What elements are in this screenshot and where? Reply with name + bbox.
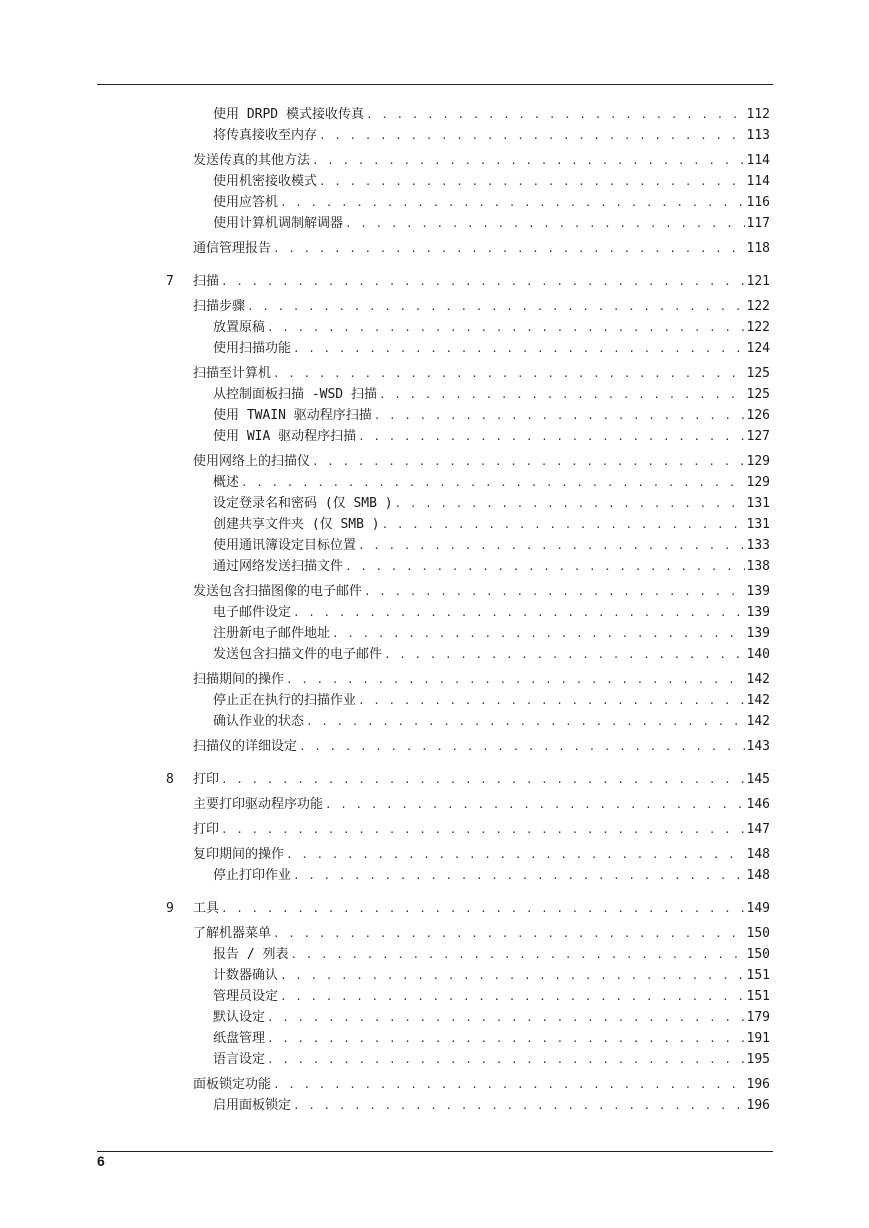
dot-leader	[267, 1008, 745, 1028]
toc-entry[interactable]	[193, 582, 770, 602]
toc-entry[interactable]	[213, 427, 770, 447]
dot-leader	[280, 966, 745, 986]
toc-entry[interactable]	[213, 624, 770, 644]
toc-entry-page: 196	[746, 1098, 770, 1113]
toc-entry[interactable]	[213, 1096, 770, 1116]
toc-entry[interactable]	[213, 126, 770, 146]
toc-entry-title: 通过网络发送扫描文件	[213, 559, 344, 574]
toc-entry-title: 了解机器菜单	[193, 926, 272, 941]
dot-leader	[273, 364, 745, 384]
toc-entry[interactable]	[193, 845, 770, 865]
toc-entry-title: 管理员设定	[213, 989, 279, 1004]
footer-rule	[97, 1151, 773, 1152]
toc-entry-page: 121	[746, 274, 770, 289]
toc-entry[interactable]	[213, 1008, 770, 1028]
toc-entry-page: 151	[746, 968, 770, 983]
toc-entry[interactable]	[193, 924, 770, 944]
dot-leader	[247, 297, 745, 317]
dot-leader	[306, 712, 745, 732]
toc-entry-title: 语言设定	[213, 1052, 266, 1067]
toc-entry-page: 114	[746, 174, 770, 189]
dot-leader	[345, 557, 745, 577]
toc-entry[interactable]	[213, 1050, 770, 1070]
toc-entry-title: 概述	[213, 475, 240, 490]
toc-entry-title: 发送包含扫描文件的电子邮件	[213, 647, 383, 662]
dot-leader	[293, 339, 745, 359]
toc-entry-title: 计数器确认	[213, 968, 279, 983]
toc-entry-page: 140	[746, 647, 770, 662]
toc-entry-page: 148	[746, 847, 770, 862]
dot-leader	[267, 318, 745, 338]
toc-entry-page: 149	[746, 901, 770, 916]
dot-leader	[319, 126, 745, 146]
dot-leader	[267, 1050, 745, 1070]
toc-entry-title: 扫描	[193, 274, 220, 289]
toc-entry-page: 196	[746, 1077, 770, 1092]
toc-entry-page: 116	[746, 195, 770, 210]
toc-entry-page: 112	[746, 107, 770, 122]
toc-entry-title: 启用面板锁定	[213, 1098, 292, 1113]
dot-leader	[286, 670, 745, 690]
toc-entry-title: 打印	[193, 772, 220, 787]
toc-entry[interactable]	[213, 172, 770, 192]
dot-leader	[395, 494, 745, 514]
toc-entry-title: 使用网络上的扫描仪	[193, 454, 311, 469]
dot-leader	[312, 151, 745, 171]
dot-leader	[293, 1096, 745, 1116]
toc-entry-page: 117	[746, 216, 770, 231]
toc-entry-title: 使用计算机调制解调器	[213, 216, 344, 231]
toc-entry-page: 118	[746, 241, 770, 256]
toc-entry[interactable]	[213, 536, 770, 556]
toc-entry-page: 139	[746, 626, 770, 641]
toc-entry-page: 127	[746, 429, 770, 444]
dot-leader	[221, 770, 745, 790]
toc-entry-title: 放置原稿	[213, 320, 266, 335]
dot-leader	[319, 172, 745, 192]
toc-entry-page: 139	[746, 584, 770, 599]
dot-leader	[221, 820, 745, 840]
toc-entry-title: 使用机密接收模式	[213, 174, 318, 189]
dot-leader	[332, 624, 745, 644]
toc-entry-title: 确认作业的状态	[213, 714, 305, 729]
toc-entry-page: 114	[746, 153, 770, 168]
toc-entry-title: 扫描步骤	[193, 299, 246, 314]
toc-entry-title: 报告 / 列表	[213, 947, 289, 962]
toc-entry-page: 124	[746, 341, 770, 356]
chapter-number: 8	[166, 772, 174, 787]
dot-leader	[293, 603, 745, 623]
toc-entry-title: 复印期间的操作	[193, 847, 285, 862]
toc-entry-title: 发送包含扫描图像的电子邮件	[193, 584, 363, 599]
toc-entry-title: 使用 WIA 驱动程序扫描	[213, 429, 357, 444]
dot-leader	[241, 473, 745, 493]
toc-chapter-entry[interactable]	[193, 899, 770, 919]
dot-leader	[384, 645, 745, 665]
dot-leader	[358, 536, 745, 556]
toc-entry[interactable]	[213, 691, 770, 711]
toc-entry[interactable]	[193, 737, 770, 757]
toc-entry-title: 使用应答机	[213, 195, 279, 210]
toc-entry-page: 143	[746, 739, 770, 754]
toc-entry[interactable]	[193, 820, 770, 840]
toc-entry[interactable]	[193, 364, 770, 384]
toc-entry-title: 停止打印作业	[213, 868, 292, 883]
toc-entry-page: 129	[746, 454, 770, 469]
toc-entry[interactable]	[213, 406, 770, 426]
dot-leader	[325, 795, 745, 815]
toc-entry-page: 151	[746, 989, 770, 1004]
dot-leader	[267, 1029, 745, 1049]
toc-chapter-entry[interactable]	[193, 770, 770, 790]
toc-entry-page: 113	[746, 128, 770, 143]
toc-entry-page: 138	[746, 559, 770, 574]
toc-entry[interactable]	[213, 494, 770, 514]
dot-leader	[273, 239, 745, 259]
toc-entry-title: 将传真接收至内存	[213, 128, 318, 143]
toc-entry-title: 设定登录名和密码 (仅 SMB )	[213, 496, 393, 511]
toc-entry-page: 146	[746, 797, 770, 812]
chapter-number: 9	[166, 901, 174, 916]
dot-leader	[221, 899, 745, 919]
toc-entry-page: 142	[746, 693, 770, 708]
toc-entry[interactable]	[213, 866, 770, 886]
toc-entry-page: 142	[746, 672, 770, 687]
toc-entry[interactable]	[213, 987, 770, 1007]
toc-entry[interactable]	[193, 239, 770, 259]
toc-entry-title: 通信管理报告	[193, 241, 272, 256]
toc-entry[interactable]	[213, 603, 770, 623]
toc-entry[interactable]	[193, 151, 770, 171]
toc-entry-title: 默认设定	[213, 1010, 266, 1025]
toc-entry[interactable]	[213, 966, 770, 986]
toc-entry-page: 131	[746, 517, 770, 532]
toc-entry-title: 使用 TWAIN 驱动程序扫描	[213, 408, 372, 423]
toc-entry-title: 工具	[193, 901, 220, 916]
dot-leader	[221, 272, 745, 292]
toc-entry-title: 主要打印驱动程序功能	[193, 797, 324, 812]
toc-entry-page: 148	[746, 868, 770, 883]
toc-entry[interactable]	[193, 452, 770, 472]
toc-entry[interactable]	[213, 318, 770, 338]
toc-entry[interactable]	[213, 645, 770, 665]
toc-entry[interactable]	[193, 795, 770, 815]
toc-entry-title: 使用扫描功能	[213, 341, 292, 356]
toc-entry-title: 注册新电子邮件地址	[213, 626, 331, 641]
toc-entry-page: 147	[746, 822, 770, 837]
toc-entry[interactable]	[193, 1075, 770, 1095]
toc-entry-title: 面板锁定功能	[193, 1077, 272, 1092]
toc-entry-title: 电子邮件设定	[213, 605, 292, 620]
toc-entry-page: 139	[746, 605, 770, 620]
toc-entry-page: 125	[746, 366, 770, 381]
dot-leader	[366, 105, 745, 125]
toc-entry-title: 创建共享文件夹 (仅 SMB )	[213, 517, 380, 532]
toc-entry[interactable]	[213, 214, 770, 234]
toc-chapter-entry[interactable]	[193, 272, 770, 292]
toc-entry-title: 停止正在执行的扫描作业	[213, 693, 357, 708]
dot-leader	[273, 924, 745, 944]
toc-entry[interactable]	[213, 712, 770, 732]
dot-leader	[358, 427, 744, 447]
dot-leader	[273, 1075, 745, 1095]
toc-entry[interactable]	[213, 515, 770, 535]
toc-entry-page: 191	[746, 1031, 770, 1046]
toc-entry[interactable]	[193, 297, 770, 317]
toc-entry-page: 150	[746, 947, 770, 962]
toc-entry[interactable]	[213, 1029, 770, 1049]
toc-entry-title: 使用 DRPD 模式接收传真	[213, 107, 364, 122]
dot-leader	[382, 515, 745, 535]
dot-leader	[280, 987, 745, 1007]
toc-entry-page: 150	[746, 926, 770, 941]
dot-leader	[364, 582, 745, 602]
toc-entry-title: 使用通讯簿设定目标位置	[213, 538, 357, 553]
toc-entry-page: 126	[746, 408, 770, 423]
dot-leader	[374, 406, 745, 426]
dot-leader	[290, 945, 744, 965]
toc-entry-page: 122	[746, 299, 770, 314]
dot-leader	[286, 845, 745, 865]
toc-entry-page: 122	[746, 320, 770, 335]
toc-entry-page: 125	[746, 387, 770, 402]
chapter-number: 7	[166, 274, 174, 289]
toc-entry-title: 打印	[193, 822, 220, 837]
dot-leader	[379, 385, 745, 405]
toc-entry-title: 从控制面板扫描 -WSD 扫描	[213, 387, 377, 402]
dot-leader	[280, 193, 745, 213]
toc-entry-title: 扫描仪的详细设定	[193, 739, 298, 754]
toc-entry-page: 142	[746, 714, 770, 729]
toc-entry-page: 133	[746, 538, 770, 553]
toc-entry-page: 129	[746, 475, 770, 490]
toc-entry[interactable]	[213, 945, 770, 965]
toc-entry-page: 179	[746, 1010, 770, 1025]
toc-entry-title: 扫描期间的操作	[193, 672, 285, 687]
toc-entry-title: 扫描至计算机	[193, 366, 272, 381]
toc-entry-title: 纸盘管理	[213, 1031, 266, 1046]
toc-entry[interactable]	[213, 557, 770, 577]
toc-entry[interactable]	[193, 670, 770, 690]
page-number: 6	[97, 1153, 105, 1169]
toc-entry-page: 131	[746, 496, 770, 511]
toc-entry[interactable]	[213, 193, 770, 213]
toc-entry-title: 发送传真的其他方法	[193, 153, 311, 168]
toc-entry[interactable]	[213, 339, 770, 359]
dot-leader	[345, 214, 745, 234]
toc-entry[interactable]	[213, 473, 770, 493]
dot-leader	[312, 452, 745, 472]
toc-entry-page: 145	[746, 772, 770, 787]
dot-leader	[358, 691, 745, 711]
toc-entry-page: 195	[746, 1052, 770, 1067]
dot-leader	[299, 737, 745, 757]
dot-leader	[293, 866, 745, 886]
toc-entry[interactable]	[213, 105, 770, 125]
toc-entry[interactable]	[213, 385, 770, 405]
